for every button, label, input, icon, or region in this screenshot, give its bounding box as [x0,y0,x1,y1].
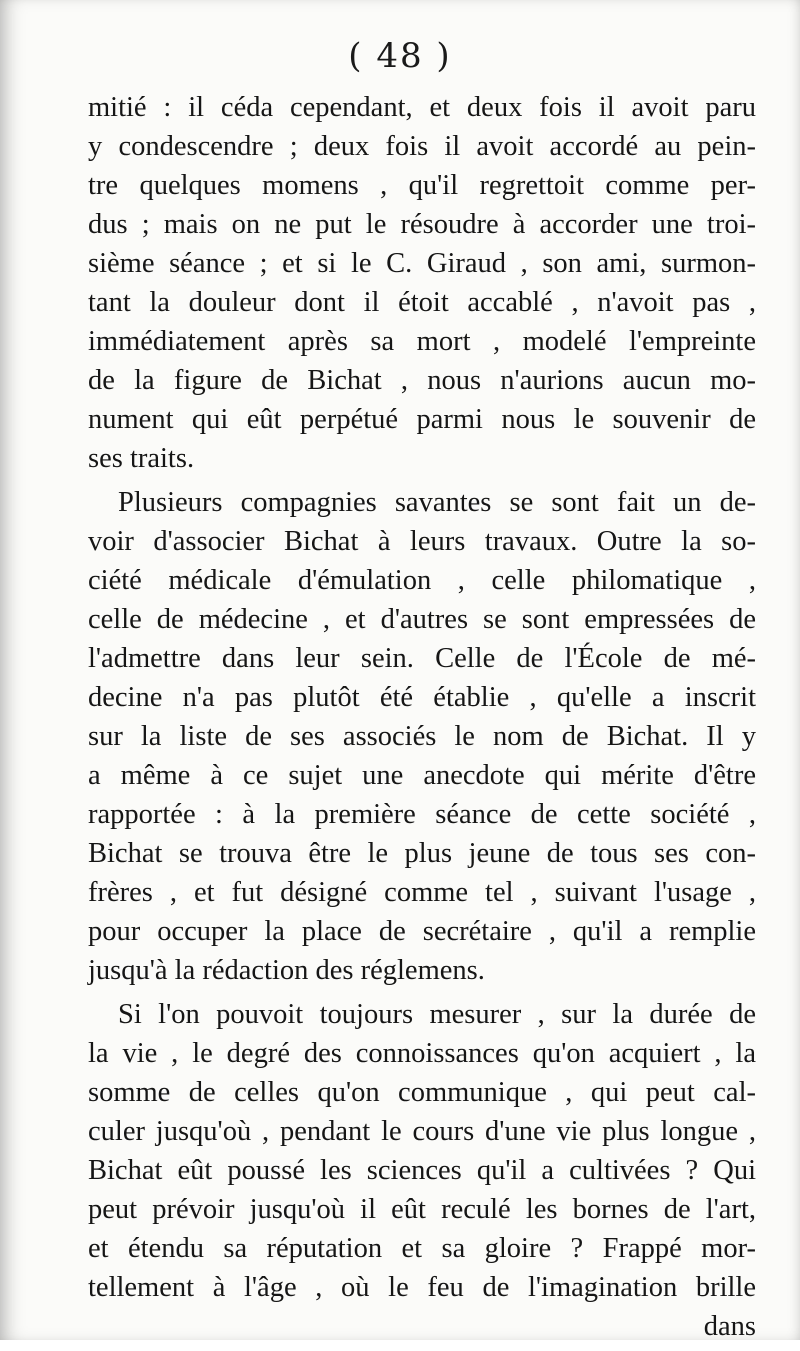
text-line: ses traits. [88,443,195,474]
text-line: Bichat se trouva être le plus jeune de tous ses con- [88,838,756,869]
text-line: ciété médicale d'émulation , celle philomatique , [88,565,756,596]
text-line: et étendu sa réputation et sa gloire ? Frappé mor- [88,1233,756,1264]
paragraph-1 [88,88,756,478]
text-line: frères , et fut désigné comme tel , suivant l'usage , [88,877,756,908]
text-line: dus ; mais on ne put le résoudre à accorder une troi- [88,209,756,240]
text-line: immédiatement après sa mort , modelé l'empreinte [88,326,756,357]
text-line: l'admettre dans leur sein. Celle de l'École de mé- [88,643,756,674]
catchword: dans [703,1311,756,1342]
text-line: tre quelques momens , qu'il regrettoit comme per- [88,170,756,201]
text-line: culer jusqu'où , pendant le cours d'une vie plus longue , [88,1116,756,1147]
text-line: mitié : il céda cependant, et deux fois il avoit paru [88,92,756,123]
paragraph-2 [88,483,756,990]
text-line: la vie , le degré des connoissances qu'on acquiert , la [88,1038,756,1069]
text-line: a même à ce sujet une anecdote qui mérite d'être [88,760,756,791]
text-line: sième séance ; et si le C. Giraud , son ami, surmon- [88,248,756,279]
text-line: rapportée : à la première séance de cette société , [88,799,756,830]
text-line: peut prévoir jusqu'où il eût reculé les bornes de l'art, [88,1194,756,1225]
text-line: y condescendre ; deux fois il avoit accordé au pein- [88,131,756,162]
text-line: Plusieurs compagnies savantes se sont fait un de- [118,487,756,518]
text-line: Si l'on pouvoit toujours mesurer , sur la durée de [118,999,756,1030]
text-line: de la figure de Bichat , nous n'aurions aucun mo- [88,365,756,396]
text-line: tellement à l'âge , où le feu de l'imagination brille [88,1272,756,1303]
page-number: ( 48 ) [348,36,452,76]
text-line: somme de celles qu'on communique , qui peut cal- [88,1077,756,1108]
text-line: jusqu'à la rédaction des réglemens. [88,955,485,986]
text-line: Bichat eût poussé les sciences qu'il a cultivées ? Qui [88,1155,756,1186]
text-line: pour occuper la place de secrétaire , qu'il a remplie [88,916,756,947]
text-line: nument qui eût perpétué parmi nous le souvenir de [88,404,756,435]
text-line: tant la douleur dont il étoit accablé , n'avoit pas , [88,287,756,318]
text-line: decine n'a pas plutôt été établie , qu'elle a inscrit [88,682,756,713]
text-line: sur la liste de ses associés le nom de Bichat. Il y [88,721,756,752]
paragraph-3 [88,995,756,1346]
text-line: voir d'associer Bichat à leurs travaux. Outre la so- [88,526,756,557]
text-line: celle de médecine , et d'autres se sont empressées de [88,604,756,635]
body-text [88,88,756,1351]
